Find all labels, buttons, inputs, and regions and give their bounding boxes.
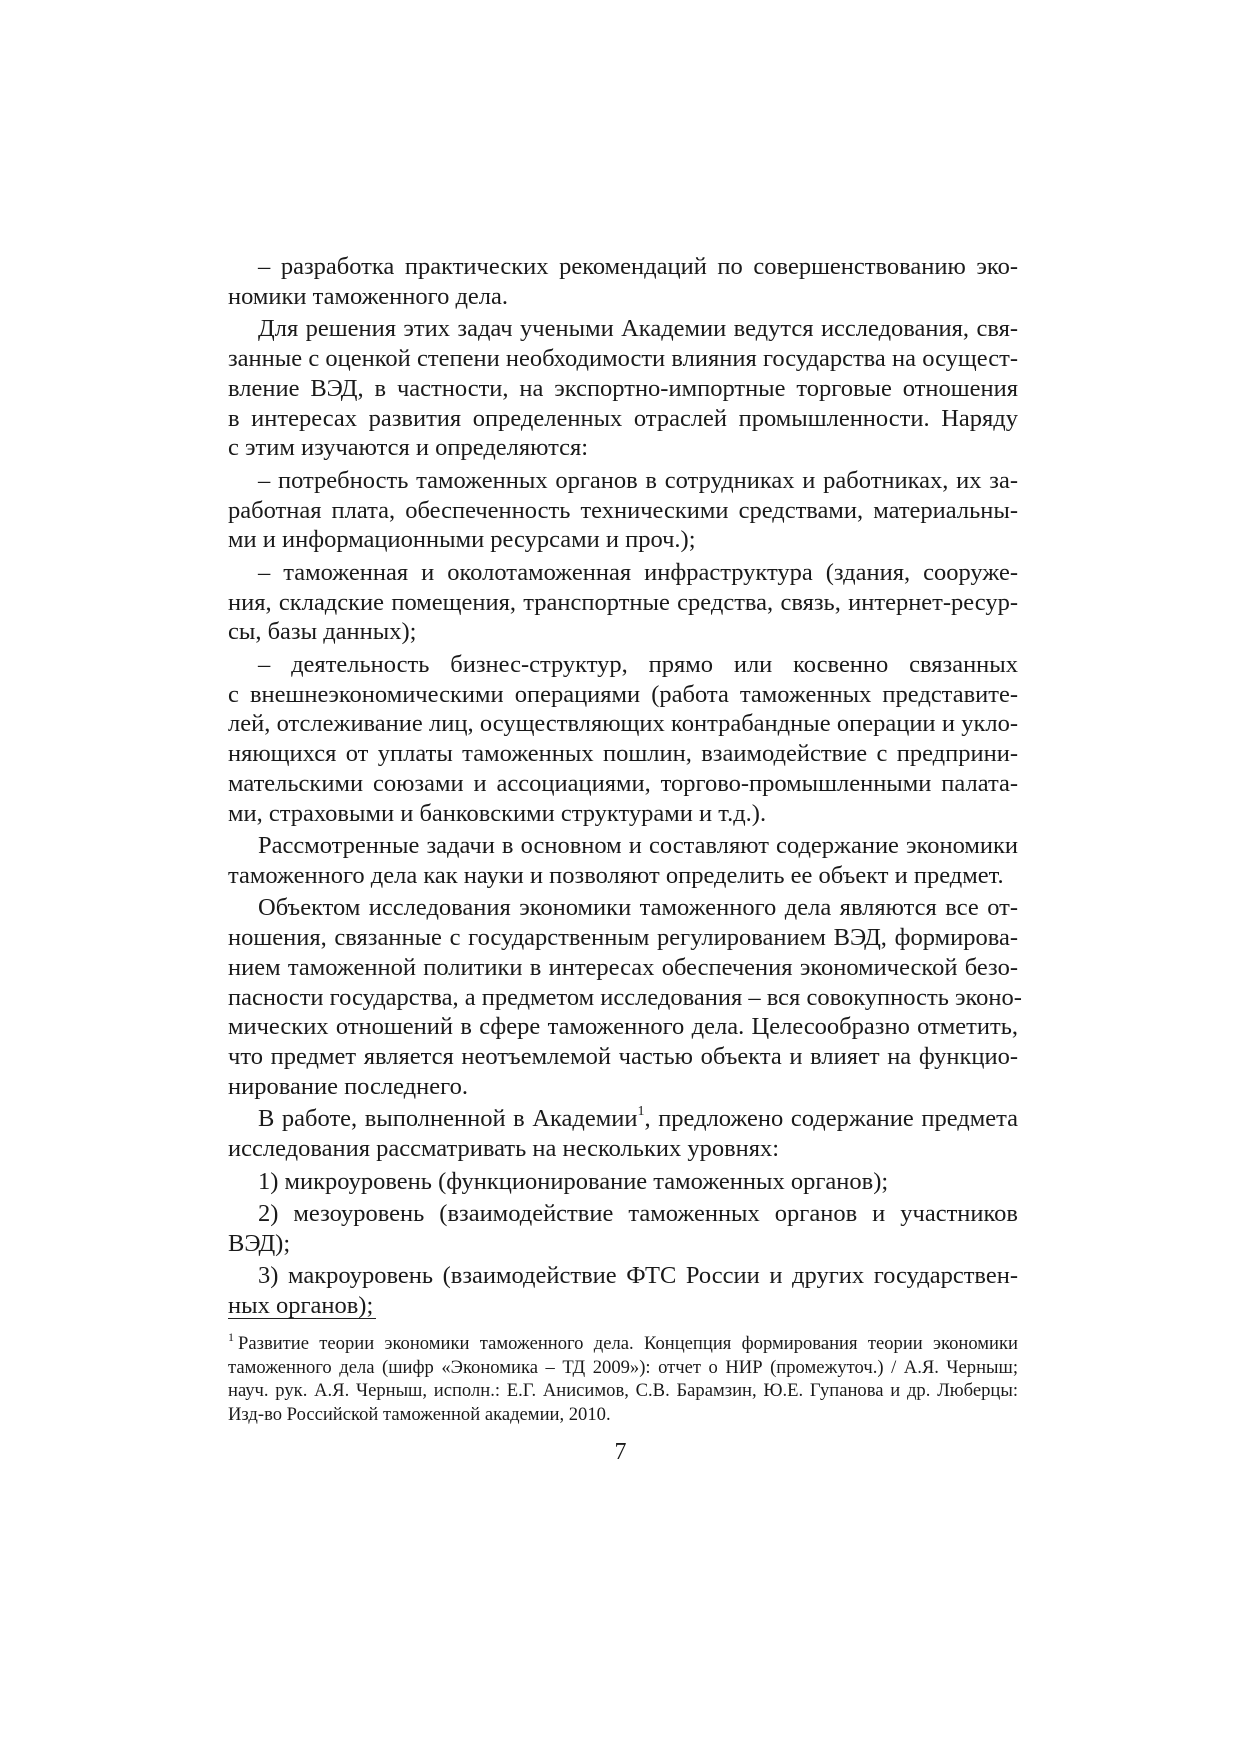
text-line: – деятельность бизнес-структур, прямо или косвенно связанных xyxy=(258,650,1018,678)
text-line: с этим изучаются и определяются: xyxy=(228,434,589,462)
text-line: – потребность таможенных органов в сотрудниках и работниках, их за- xyxy=(258,466,1018,494)
footnote-line xyxy=(228,1329,1018,1356)
text-line: ВЭД); xyxy=(228,1229,291,1257)
text-line: вление ВЭД, в частности, на экспортно-импортные торговые отношения xyxy=(228,374,1018,402)
footnote-line: Изд-во Российской таможенной академии, 2010. xyxy=(228,1403,611,1425)
paragraph-science-content xyxy=(228,831,1018,891)
footnote-marker: 1 xyxy=(228,1329,234,1344)
text-line: ношения, связанные с государственным регулированием ВЭД, формирова- xyxy=(228,924,1018,952)
text-line: занные с оценкой степени необходимости влияния государства на осущест- xyxy=(228,344,1018,372)
list-item-macro-level xyxy=(228,1261,1018,1321)
text-line: ми, страховыми и банковскими структурами и т.д.). xyxy=(228,799,767,827)
text-line: с внешнеэкономическими операциями (работа таможенных представите- xyxy=(228,680,1018,708)
paragraph-research-tasks xyxy=(228,314,1018,463)
text-line: в интересах развития определенных отраслей промышленности. Наряду xyxy=(228,404,1018,432)
text-line: ных органов); xyxy=(228,1292,374,1320)
text-line: работная плата, обеспеченность техническими средствами, материальны- xyxy=(228,496,1018,524)
text-line: лей, отслеживание лиц, осуществляющих контрабандные операции и укло- xyxy=(228,710,1018,738)
text-line: 3) макроуровень (взаимодействие ФТС России и других государствен- xyxy=(258,1262,1018,1290)
text-line: мических отношений в сфере таможенного дела. Целесообразно отметить, xyxy=(228,1013,1018,1041)
list-item-meso-level xyxy=(228,1199,1018,1259)
page-number: 7 xyxy=(614,1439,627,1465)
footnote-line: таможенного дела (шифр «Экономика – ТД 2009»): отчет о НИР (промежуточ.) / А.Я. Черныш; xyxy=(228,1356,1018,1378)
text-line: номики таможенного дела. xyxy=(228,282,509,310)
text-line: Для решения этих задач учеными Академии ведутся исследования, свя- xyxy=(258,315,1018,343)
text-line: Объектом исследования экономики таможенного дела являются все от- xyxy=(258,894,1018,922)
paragraph-staff-needs xyxy=(228,466,1018,555)
paragraph-infrastructure xyxy=(228,558,1018,647)
text-line: – таможенная и околотаможенная инфраструктура (здания, сооруже- xyxy=(258,558,1018,586)
text-line: исследования рассматривать на нескольких уровнях: xyxy=(228,1135,780,1163)
text-fragment: , предложено содержание предмета xyxy=(644,1105,1018,1133)
footnote xyxy=(228,1329,1018,1426)
text-line: нирование последнего. xyxy=(228,1073,468,1101)
text-line: сы, базы данных); xyxy=(228,618,417,646)
text-fragment: В работе, выполненной в Академии xyxy=(258,1105,638,1133)
text-fragment: Развитие теории экономики таможенного дела. Концепция формирования теории экономики xyxy=(238,1333,1018,1354)
paragraph-academy-work xyxy=(228,1104,1018,1164)
footnote-line: науч. рук. А.Я. Черныш, исполн.: Е.Г. Анисимов, С.В. Барамзин, Ю.Е. Гупанова и др. Люберцы: xyxy=(228,1380,1018,1402)
paragraph-recommendations xyxy=(228,252,1018,312)
text-line: Рассмотренные задачи в основном и составляют содержание экономики xyxy=(258,832,1018,860)
paragraph-business-structures xyxy=(228,650,1018,829)
text-line: мательскими союзами и ассоциациями, торгово-промышленными палата- xyxy=(228,769,1018,797)
text-line: пасности государства, а предметом исследования – вся совокупность эконо- xyxy=(228,983,1022,1011)
footnote-reference[interactable]: 1 xyxy=(637,1104,645,1120)
text-line xyxy=(228,1104,1018,1134)
paragraph-object-subject xyxy=(228,893,1022,1102)
text-line: 1) микроуровень (функционирование таможенных органов); xyxy=(258,1167,889,1195)
list-item-micro-level xyxy=(228,1167,1018,1197)
main-text xyxy=(228,252,1022,1323)
text-line: что предмет является неотъемлемой частью объекта и влияет на функцио- xyxy=(228,1043,1018,1071)
text-line: нием таможенной политики в интересах обеспечения экономической безо- xyxy=(228,953,1018,981)
text-line: ния, складские помещения, транспортные средства, связь, интернет-ресур- xyxy=(228,588,1018,616)
text-line: няющихся от уплаты таможенных пошлин, взаимодействие с предприни- xyxy=(228,740,1018,768)
text-line: таможенного дела как науки и позволяют определить ее объект и предмет. xyxy=(228,861,1004,889)
text-line: – разработка практических рекомендаций по совершенствованию эко- xyxy=(258,253,1018,280)
text-line: ми и информационными ресурсами и проч.); xyxy=(228,526,696,554)
footnote-separator xyxy=(228,1318,376,1319)
text-line: 2) мезоуровень (взаимодействие таможенных органов и участников xyxy=(258,1200,1018,1228)
